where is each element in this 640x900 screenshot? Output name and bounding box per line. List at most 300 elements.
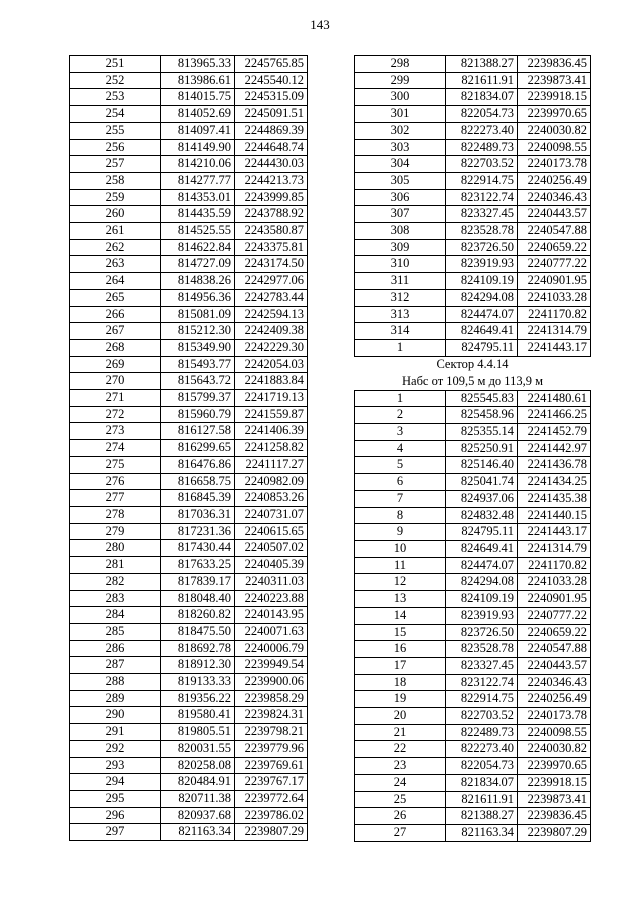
x-coordinate: 820937.68 [161, 807, 235, 824]
y-coordinate: 2239798.21 [235, 724, 308, 741]
x-coordinate: 819133.33 [161, 674, 235, 691]
x-coordinate: 822054.73 [446, 106, 518, 123]
x-coordinate: 820031.55 [161, 740, 235, 757]
x-coordinate: 823122.74 [446, 674, 518, 691]
table-row [70, 824, 308, 841]
y-coordinate: 2240346.43 [518, 674, 591, 691]
x-coordinate: 820484.91 [161, 774, 235, 791]
sector-header [355, 356, 591, 390]
point-number: 257 [70, 156, 161, 173]
point-number: 306 [355, 189, 446, 206]
table-row [70, 473, 308, 490]
y-coordinate: 2240507.02 [235, 540, 308, 557]
x-coordinate: 815212.30 [161, 323, 235, 340]
x-coordinate: 813965.33 [161, 56, 235, 73]
y-coordinate: 2240777.22 [518, 256, 591, 273]
y-coordinate: 2240071.63 [235, 623, 308, 640]
table-row [355, 474, 591, 491]
point-number: 1 [355, 339, 446, 356]
y-coordinate: 2244430.03 [235, 156, 308, 173]
table-row [355, 808, 591, 825]
point-number: 27 [355, 824, 446, 841]
table-row [70, 223, 308, 240]
y-coordinate: 2240223.88 [235, 590, 308, 607]
table-row [355, 774, 591, 791]
point-number: 21 [355, 724, 446, 741]
table-row [70, 339, 308, 356]
y-coordinate: 2240853.26 [235, 490, 308, 507]
x-coordinate: 824649.41 [446, 323, 518, 340]
point-number: 8 [355, 507, 446, 524]
point-number: 11 [355, 557, 446, 574]
table-row [355, 172, 591, 189]
table-row [355, 139, 591, 156]
point-number: 3 [355, 424, 446, 441]
x-coordinate: 823919.93 [446, 256, 518, 273]
point-number: 272 [70, 406, 161, 423]
table-row [355, 507, 591, 524]
table-row [70, 690, 308, 707]
point-number: 292 [70, 740, 161, 757]
x-coordinate: 822489.73 [446, 724, 518, 741]
point-number: 284 [70, 607, 161, 624]
point-number: 312 [355, 289, 446, 306]
x-coordinate: 823726.50 [446, 239, 518, 256]
sector-subtitle: Набс от 109,5 м до 113,9 м [402, 373, 543, 388]
x-coordinate: 820711.38 [161, 790, 235, 807]
x-coordinate: 821834.07 [446, 774, 518, 791]
point-number: 26 [355, 808, 446, 825]
y-coordinate: 2240256.49 [518, 172, 591, 189]
x-coordinate: 814015.75 [161, 89, 235, 106]
point-number: 2 [355, 407, 446, 424]
y-coordinate: 2240777.22 [518, 607, 591, 624]
x-coordinate: 823528.78 [446, 641, 518, 658]
point-number: 273 [70, 423, 161, 440]
x-coordinate: 818692.78 [161, 640, 235, 657]
point-number: 308 [355, 223, 446, 240]
table-row [355, 540, 591, 557]
point-number: 304 [355, 156, 446, 173]
y-coordinate: 2241435.38 [518, 490, 591, 507]
point-number: 299 [355, 72, 446, 89]
y-coordinate: 2242229.30 [235, 339, 308, 356]
point-number: 1 [355, 390, 446, 407]
point-number: 254 [70, 106, 161, 123]
point-number: 289 [70, 690, 161, 707]
table-row [70, 139, 308, 156]
y-coordinate: 2240256.49 [518, 691, 591, 708]
y-coordinate: 2239858.29 [235, 690, 308, 707]
table-row [355, 524, 591, 541]
y-coordinate: 2240731.07 [235, 506, 308, 523]
y-coordinate: 2245091.51 [235, 106, 308, 123]
x-coordinate: 816299.65 [161, 440, 235, 457]
table-row [355, 708, 591, 725]
table-row [70, 72, 308, 89]
y-coordinate: 2239767.17 [235, 774, 308, 791]
table-row [355, 72, 591, 89]
x-coordinate: 815799.37 [161, 390, 235, 407]
table-row [70, 156, 308, 173]
y-coordinate: 2241443.17 [518, 524, 591, 541]
y-coordinate: 2239807.29 [518, 824, 591, 841]
point-number: 4 [355, 440, 446, 457]
y-coordinate: 2239772.64 [235, 790, 308, 807]
y-coordinate: 2244213.73 [235, 172, 308, 189]
x-coordinate: 822703.52 [446, 708, 518, 725]
x-coordinate: 825250.91 [446, 440, 518, 457]
table-row [70, 406, 308, 423]
table-row [70, 289, 308, 306]
point-number: 278 [70, 506, 161, 523]
point-number: 300 [355, 89, 446, 106]
table-row [70, 206, 308, 223]
point-number: 280 [70, 540, 161, 557]
table-row [70, 323, 308, 340]
table-row [70, 306, 308, 323]
point-number: 263 [70, 256, 161, 273]
y-coordinate: 2241440.15 [518, 507, 591, 524]
y-coordinate: 2240443.57 [518, 206, 591, 223]
point-number: 279 [70, 523, 161, 540]
y-coordinate: 2239769.61 [235, 757, 308, 774]
x-coordinate: 815493.77 [161, 356, 235, 373]
point-number: 256 [70, 139, 161, 156]
table-row [70, 523, 308, 540]
table-row [70, 56, 308, 73]
y-coordinate: 2240901.95 [518, 273, 591, 290]
y-coordinate: 2239918.15 [518, 89, 591, 106]
y-coordinate: 2240443.57 [518, 657, 591, 674]
table-row [355, 89, 591, 106]
y-coordinate: 2241559.87 [235, 406, 308, 423]
table-row [70, 623, 308, 640]
y-coordinate: 2243580.87 [235, 223, 308, 240]
x-coordinate: 825545.83 [446, 390, 518, 407]
y-coordinate: 2239873.41 [518, 791, 591, 808]
table-row [355, 156, 591, 173]
point-number: 297 [70, 824, 161, 841]
x-coordinate: 824937.06 [446, 490, 518, 507]
table-row [70, 707, 308, 724]
y-coordinate: 2239779.96 [235, 740, 308, 757]
y-coordinate: 2239970.65 [518, 758, 591, 775]
table-row [355, 306, 591, 323]
x-coordinate: 825041.74 [446, 474, 518, 491]
table-row [355, 106, 591, 123]
x-coordinate: 822273.40 [446, 122, 518, 139]
table-row [355, 323, 591, 340]
x-coordinate: 815081.09 [161, 306, 235, 323]
x-coordinate: 821834.07 [446, 89, 518, 106]
x-coordinate: 823528.78 [446, 223, 518, 240]
y-coordinate: 2239970.65 [518, 106, 591, 123]
point-number: 303 [355, 139, 446, 156]
point-number: 296 [70, 807, 161, 824]
y-coordinate: 2240173.78 [518, 156, 591, 173]
y-coordinate: 2242409.38 [235, 323, 308, 340]
table-row [70, 239, 308, 256]
y-coordinate: 2241033.28 [518, 574, 591, 591]
x-coordinate: 821388.27 [446, 808, 518, 825]
table-row [70, 273, 308, 290]
y-coordinate: 2242783.44 [235, 289, 308, 306]
y-coordinate: 2240173.78 [518, 708, 591, 725]
table-row [355, 457, 591, 474]
point-number: 286 [70, 640, 161, 657]
x-coordinate: 824795.11 [446, 339, 518, 356]
y-coordinate: 2240982.09 [235, 473, 308, 490]
y-coordinate: 2239836.45 [518, 56, 591, 73]
table-row [355, 223, 591, 240]
y-coordinate: 2240615.65 [235, 523, 308, 540]
y-coordinate: 2242054.03 [235, 356, 308, 373]
y-coordinate: 2240547.88 [518, 223, 591, 240]
point-number: 260 [70, 206, 161, 223]
y-coordinate: 2242977.06 [235, 273, 308, 290]
x-coordinate: 819805.51 [161, 724, 235, 741]
table-row [70, 807, 308, 824]
table-row [70, 189, 308, 206]
x-coordinate: 814052.69 [161, 106, 235, 123]
x-coordinate: 821611.91 [446, 72, 518, 89]
coordinates-table-right [354, 55, 591, 842]
x-coordinate: 824109.19 [446, 273, 518, 290]
x-coordinate: 821163.34 [161, 824, 235, 841]
point-number: 20 [355, 708, 446, 725]
y-coordinate: 2239900.06 [235, 674, 308, 691]
x-coordinate: 822914.75 [446, 691, 518, 708]
x-coordinate: 823919.93 [446, 607, 518, 624]
coordinates-table-left [69, 55, 308, 841]
y-coordinate: 2241170.82 [518, 557, 591, 574]
point-number: 22 [355, 741, 446, 758]
table-row [355, 239, 591, 256]
y-coordinate: 2243999.85 [235, 189, 308, 206]
table-row [355, 691, 591, 708]
x-coordinate: 824795.11 [446, 524, 518, 541]
table-row [70, 506, 308, 523]
table-row [70, 106, 308, 123]
y-coordinate: 2240901.95 [518, 591, 591, 608]
point-number: 19 [355, 691, 446, 708]
x-coordinate: 816845.39 [161, 490, 235, 507]
y-coordinate: 2244869.39 [235, 122, 308, 139]
x-coordinate: 818912.30 [161, 657, 235, 674]
point-number: 12 [355, 574, 446, 591]
table-row [355, 674, 591, 691]
x-coordinate: 823327.45 [446, 657, 518, 674]
x-coordinate: 813986.61 [161, 72, 235, 89]
y-coordinate: 2241117.27 [235, 456, 308, 473]
x-coordinate: 815960.79 [161, 406, 235, 423]
table-row [70, 440, 308, 457]
point-number: 251 [70, 56, 161, 73]
y-coordinate: 2241466.25 [518, 407, 591, 424]
x-coordinate: 819580.41 [161, 707, 235, 724]
table-row [70, 390, 308, 407]
point-number: 293 [70, 757, 161, 774]
point-number: 255 [70, 122, 161, 139]
x-coordinate: 818048.40 [161, 590, 235, 607]
table-row [355, 824, 591, 841]
x-coordinate: 814838.26 [161, 273, 235, 290]
point-number: 287 [70, 657, 161, 674]
table-row [70, 740, 308, 757]
point-number: 5 [355, 457, 446, 474]
x-coordinate: 824294.08 [446, 289, 518, 306]
point-number: 6 [355, 474, 446, 491]
point-number: 282 [70, 573, 161, 590]
point-number: 261 [70, 223, 161, 240]
y-coordinate: 2242594.13 [235, 306, 308, 323]
y-coordinate: 2240143.95 [235, 607, 308, 624]
point-number: 9 [355, 524, 446, 541]
table-row [355, 189, 591, 206]
table-row [355, 122, 591, 139]
table-row [355, 339, 591, 356]
x-coordinate: 814622.84 [161, 239, 235, 256]
x-coordinate: 817430.44 [161, 540, 235, 557]
table-row [70, 640, 308, 657]
y-coordinate: 2245540.12 [235, 72, 308, 89]
x-coordinate: 818475.50 [161, 623, 235, 640]
y-coordinate: 2243375.81 [235, 239, 308, 256]
point-number: 274 [70, 440, 161, 457]
x-coordinate: 814149.90 [161, 139, 235, 156]
table-row [355, 407, 591, 424]
table-row [70, 356, 308, 373]
y-coordinate: 2239836.45 [518, 808, 591, 825]
x-coordinate: 815349.90 [161, 339, 235, 356]
point-number: 275 [70, 456, 161, 473]
table-row [70, 757, 308, 774]
table-row [70, 790, 308, 807]
x-coordinate: 824649.41 [446, 540, 518, 557]
table-row [355, 273, 591, 290]
point-number: 10 [355, 540, 446, 557]
x-coordinate: 820258.08 [161, 757, 235, 774]
x-coordinate: 814727.09 [161, 256, 235, 273]
x-coordinate: 822054.73 [446, 758, 518, 775]
x-coordinate: 817036.31 [161, 506, 235, 523]
table-row [355, 624, 591, 641]
y-coordinate: 2240405.39 [235, 557, 308, 574]
y-coordinate: 2240346.43 [518, 189, 591, 206]
point-number: 266 [70, 306, 161, 323]
table-row [70, 172, 308, 189]
table-row [355, 390, 591, 407]
x-coordinate: 814525.55 [161, 223, 235, 240]
point-number: 267 [70, 323, 161, 340]
x-coordinate: 824474.07 [446, 557, 518, 574]
table-row [70, 256, 308, 273]
table-row [355, 724, 591, 741]
table-row [70, 540, 308, 557]
y-coordinate: 2240006.79 [235, 640, 308, 657]
point-number: 262 [70, 239, 161, 256]
table-row [70, 557, 308, 574]
table-row [355, 574, 591, 591]
point-number: 294 [70, 774, 161, 791]
y-coordinate: 2243788.92 [235, 206, 308, 223]
point-number: 23 [355, 758, 446, 775]
point-number: 301 [355, 106, 446, 123]
table-row [70, 590, 308, 607]
table-row [355, 289, 591, 306]
y-coordinate: 2240030.82 [518, 122, 591, 139]
point-number: 290 [70, 707, 161, 724]
x-coordinate: 817633.25 [161, 557, 235, 574]
y-coordinate: 2240311.03 [235, 573, 308, 590]
point-number: 18 [355, 674, 446, 691]
table-row [355, 791, 591, 808]
y-coordinate: 2241314.79 [518, 540, 591, 557]
point-number: 277 [70, 490, 161, 507]
y-coordinate: 2239918.15 [518, 774, 591, 791]
y-coordinate: 2239807.29 [235, 824, 308, 841]
point-number: 259 [70, 189, 161, 206]
y-coordinate: 2240098.55 [518, 139, 591, 156]
point-number: 270 [70, 373, 161, 390]
point-number: 258 [70, 172, 161, 189]
y-coordinate: 2241443.17 [518, 339, 591, 356]
table-row [70, 89, 308, 106]
x-coordinate: 822703.52 [446, 156, 518, 173]
table-row [355, 440, 591, 457]
x-coordinate: 814277.77 [161, 172, 235, 189]
x-coordinate: 823327.45 [446, 206, 518, 223]
point-number: 298 [355, 56, 446, 73]
point-number: 291 [70, 724, 161, 741]
x-coordinate: 821388.27 [446, 56, 518, 73]
table-row [70, 122, 308, 139]
x-coordinate: 825458.96 [446, 407, 518, 424]
x-coordinate: 817231.36 [161, 523, 235, 540]
x-coordinate: 816658.75 [161, 473, 235, 490]
y-coordinate: 2239786.02 [235, 807, 308, 824]
point-number: 305 [355, 172, 446, 189]
y-coordinate: 2240098.55 [518, 724, 591, 741]
point-number: 264 [70, 273, 161, 290]
y-coordinate: 2241258.82 [235, 440, 308, 457]
table-row [355, 490, 591, 507]
point-number: 310 [355, 256, 446, 273]
x-coordinate: 819356.22 [161, 690, 235, 707]
x-coordinate: 825146.40 [446, 457, 518, 474]
table-row [70, 657, 308, 674]
x-coordinate: 824294.08 [446, 574, 518, 591]
point-number: 288 [70, 674, 161, 691]
point-number: 302 [355, 122, 446, 139]
x-coordinate: 815643.72 [161, 373, 235, 390]
y-coordinate: 2239873.41 [518, 72, 591, 89]
x-coordinate: 822489.73 [446, 139, 518, 156]
table-row [355, 557, 591, 574]
y-coordinate: 2241406.39 [235, 423, 308, 440]
point-number: 268 [70, 339, 161, 356]
x-coordinate: 824832.48 [446, 507, 518, 524]
x-coordinate: 814956.36 [161, 289, 235, 306]
x-coordinate: 821163.34 [446, 824, 518, 841]
y-coordinate: 2241434.25 [518, 474, 591, 491]
table-row [355, 56, 591, 73]
point-number: 253 [70, 89, 161, 106]
y-coordinate: 2241170.82 [518, 306, 591, 323]
table-row [355, 424, 591, 441]
x-coordinate: 814435.59 [161, 206, 235, 223]
